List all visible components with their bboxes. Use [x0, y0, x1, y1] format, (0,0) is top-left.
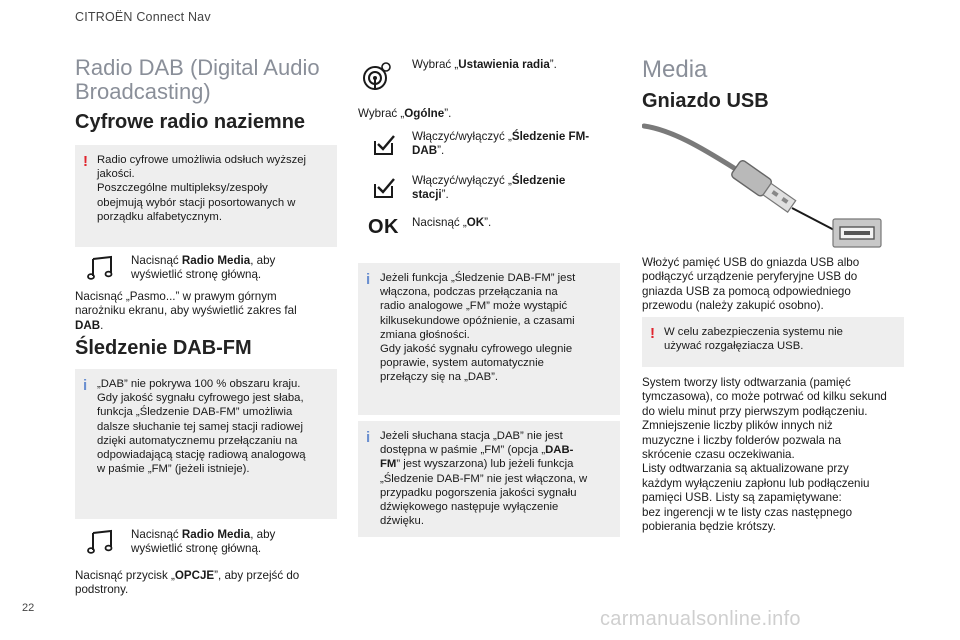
section-title-dab: Radio DAB (Digital Audio Broadcasting)	[75, 55, 320, 104]
subtitle-dab-fm: Śledzenie DAB-FM	[75, 337, 252, 359]
checkbox-check-icon	[372, 133, 396, 157]
info-box-switch-delay: i Jeżeli funkcja „Śledzenie DAB-FM” jest włączona, podczas przełączania na radio analogowe „FM” może wystąpić kilkusekundowe opóźnienie, a czasami zmiana głośności. Gdy jakość sygnału cyfrowego ulegnie poprawie, system automatycznie przełączy się na „DAB”.	[358, 263, 620, 415]
info-box-no-fm: i Jeżeli słuchana stacja „DAB” nie jest dostępna w paśmie „FM” (opcja „DAB- FM” jest wyszarzona) lub jeżeli funkcja „Śledzenie DAB-FM” nie jest włączona, w przypadku pogorszenia jakości sygnału dźwiękowego następuje wyłączenie dźwięku.	[358, 421, 620, 537]
warning-box-dab: ! Radio cyfrowe umożliwia odsłuch wyższej jakości. Poszczególne multipleksy/zespoły obejmują wybór stacji posortowanych w porządku alfabetycznym.	[75, 145, 337, 247]
step-radio-media-2: Nacisnąć Radio Media, aby wyświetlić stronę główną.	[131, 528, 276, 556]
info-icon: i	[366, 271, 371, 288]
info-box-dab-coverage: i „DAB” nie pokrywa 100 % obszaru kraju. Gdy jakość sygnału cyfrowego jest słaba, funkcja „Śledzenie DAB-FM” umożliwia dalsze słuchanie tej samej stacji radiowej dzięki automatycznemu przełączaniu na odpowiadającą stację radiową analogową w paśmie „FM” (jeżeli istnieje).	[75, 369, 337, 519]
subtitle-digital-radio: Cyfrowe radio naziemne	[75, 111, 306, 133]
paragraph-insert-usb: Włożyć pamięć USB do gniazda USB albo podłączyć urządzenie peryferyjne USB do gniazda USB za pomocą odpowiedniego przewodu (należy zakupić osobno).	[642, 256, 860, 313]
step-general: Wybrać „Ogólne”.	[358, 107, 452, 120]
step-press-ok: Nacisnąć „OK”.	[412, 216, 492, 229]
music-note-icon	[87, 254, 115, 282]
paragraph-options: Nacisnąć przycisk „OPCJE”, aby przejść do podstrony.	[75, 569, 300, 597]
radio-settings-icon	[360, 60, 392, 92]
step-radio-settings: Wybrać „Ustawienia radia”.	[412, 58, 557, 71]
warning-exclamation-icon: !	[83, 153, 88, 170]
checkbox-check-icon	[372, 176, 396, 200]
info-icon: i	[366, 429, 371, 446]
ok-icon: OK	[368, 216, 399, 238]
music-note-icon	[87, 528, 115, 556]
section-title-media: Media	[642, 56, 708, 83]
warning-exclamation-icon: !	[650, 325, 655, 342]
info-icon: i	[83, 377, 88, 394]
page-number: 22	[22, 602, 35, 614]
subtitle-usb-port: Gniazdo USB	[642, 90, 769, 112]
paragraph-playlists: System tworzy listy odtwarzania (pamięć tymczasowa), co może potrwać od kilku sekund do wielu minut przy pierwszym podłączeniu. Zmniejszenie liczby plików innych niż muzyczne i liczby folderów pozwala na skrócenie czasu oczekiwania. Listy odtwarzania są aktualizowane przy każdym wyłączeniu zapłonu lub podłączeniu pamięci USB. Listy są zapamiętywane: bez ingerencji w te listy czas następnego pobierania będzie krótszy.	[642, 376, 887, 534]
watermark: carmanualsonline.info	[600, 608, 801, 630]
step-toggle-station: Włączyć/wyłączyć „Śledzenie stacji”.	[412, 174, 566, 202]
warning-box-usb-hub: ! W celu zabezpieczenia systemu nie używać rozgałęziacza USB.	[642, 317, 904, 367]
usb-port-icon	[832, 218, 882, 248]
step-radio-media-1: Nacisnąć Radio Media, aby wyświetlić stronę główną.	[131, 254, 276, 282]
paragraph-band-dab: Nacisnąć „Pasmo...” w prawym górnym narożniku ekranu, aby wyświetlić zakres fal DAB.	[75, 290, 297, 332]
running-header: CITROËN Connect Nav	[75, 10, 211, 24]
step-toggle-dab-fm: Włączyć/wyłączyć „Śledzenie FM- DAB”.	[412, 130, 590, 158]
